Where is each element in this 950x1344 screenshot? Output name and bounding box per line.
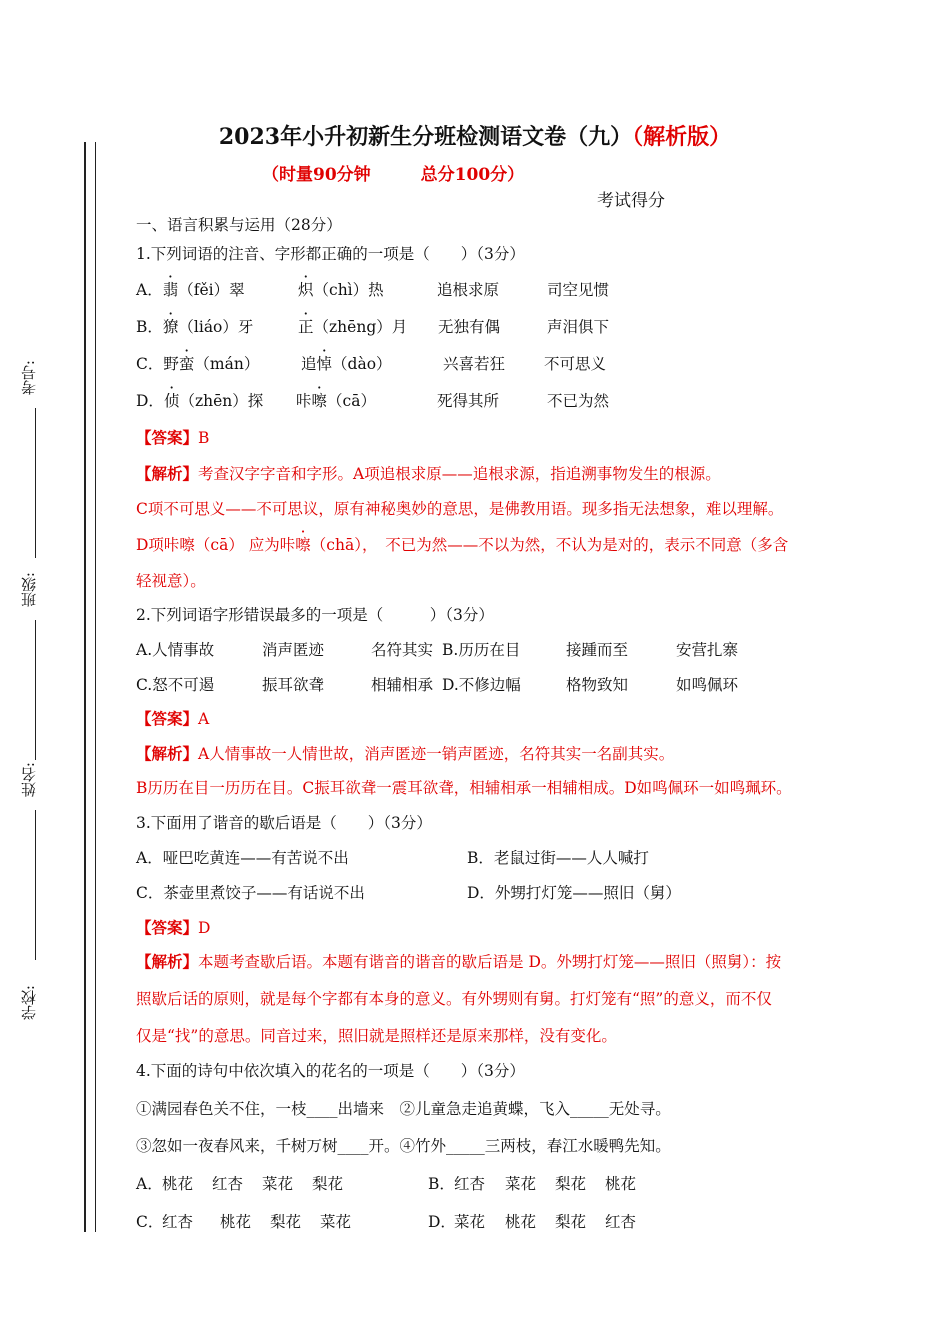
q2-analysis-line1: 【解析】A人情事故一人情世故，消声匿迹一销声匿迹，名符其实一名副其实。	[136, 744, 675, 763]
q1-option-d: D．侦（zhēn）探 咔嚓（cā） 死得其所 不已为然	[136, 392, 610, 410]
q3-analysis-line1: 【解析】本题考查歇后语。本题有谐音的谐音的歇后语是 D。外甥打灯笼——照旧（照舅）：按	[136, 952, 782, 971]
binding-line-thick	[84, 142, 86, 1232]
exam-total: 总分100分）	[420, 165, 525, 185]
q1-stem: 1.下列词语的注音、字形都正确的一项是（ ）（3分）	[136, 245, 525, 263]
q3-stem: 3.下面用了谐音的歇后语是（ ）（3分）	[136, 814, 432, 832]
q3-analysis-line2: 照歇后话的原则，就是每个字都有本身的意义。有外甥则有舅。打灯笼有“照”的意义，而不仅	[136, 990, 772, 1008]
name-field	[35, 810, 36, 960]
school-label: 学校:	[20, 985, 38, 1021]
q3-analysis-line3: 仅是“找”的意思。同音过来，照旧就是照样还是原来那样，没有变化。	[136, 1027, 617, 1045]
exam-number-label: 考号:	[20, 360, 38, 396]
q1-analysis-line1: 【解析】考查汉字字音和字形。A项追根求原——追根求源，指追溯事物发生的根源。	[136, 464, 721, 483]
q4-poem-line1: ①满园春色关不住，一枝____出墙来 ②儿童急走追黄蝶，飞入_____无处寻。	[136, 1100, 671, 1118]
class-field	[35, 620, 36, 760]
name-label: 姓名:	[20, 762, 38, 798]
q1-answer: 【答案】B	[136, 428, 210, 447]
q2-stem: 2.下列词语字形错误最多的一项是（ ）（3分）	[136, 606, 494, 624]
q1-option-a: A．翡（fěi）翠 炽（chì）热 追根求原 司空见惯	[136, 281, 610, 299]
q3-answer: 【答案】D	[136, 918, 211, 937]
q2-analysis-line2: B历历在目一历历在目。C振耳欲聋一震耳欲聋，相辅相承一相辅相成。D如鸣佩环一如鸣珮环。	[136, 779, 792, 797]
title-main: 2023年小升初新生分班检测语文卷（九）	[218, 124, 633, 150]
q1-option-b: B．獠（liáo）牙 正（zhēng）月 无独有偶 声泪俱下	[136, 318, 610, 336]
section-heading: 一、语言积累与运用（28分）	[136, 216, 342, 234]
binding-line-thin	[95, 142, 96, 1232]
q1-analysis-line3: D项咔嚓（cā） 应为咔嚓（chā）， 不已为然——不以为然，不认为是对的，表示不同意（多含	[136, 536, 789, 554]
q1-analysis-line2: C项不可思义——不可思议，原有神秘奥妙的意思，是佛教用语。现多指无法想象，难以理解。	[136, 500, 784, 518]
title-tag: （解析版）	[632, 124, 732, 150]
q2-answer: 【答案】A	[136, 709, 210, 728]
page-title	[0, 120, 950, 151]
q4-poem-line2: ③忽如一夜春风来，千树万树____开。④竹外_____三两枝，春江水暖鸭先知。	[136, 1137, 671, 1155]
school-field	[35, 975, 36, 981]
exam-meta	[262, 160, 524, 185]
q1-analysis-line4: 轻视意）。	[136, 572, 206, 590]
class-label: 班级:	[20, 572, 38, 608]
q1-option-c: C．野蛮（mán） 追悼（dào） 兴喜若狂 不可思义	[136, 355, 607, 373]
score-label: 考试得分	[597, 191, 665, 211]
q4-stem: 4.下面的诗句中依次填入的花名的一项是（ ）（3分）	[136, 1062, 525, 1080]
exam-time: （时量90分钟	[262, 165, 371, 185]
exam-number-field	[35, 408, 36, 558]
